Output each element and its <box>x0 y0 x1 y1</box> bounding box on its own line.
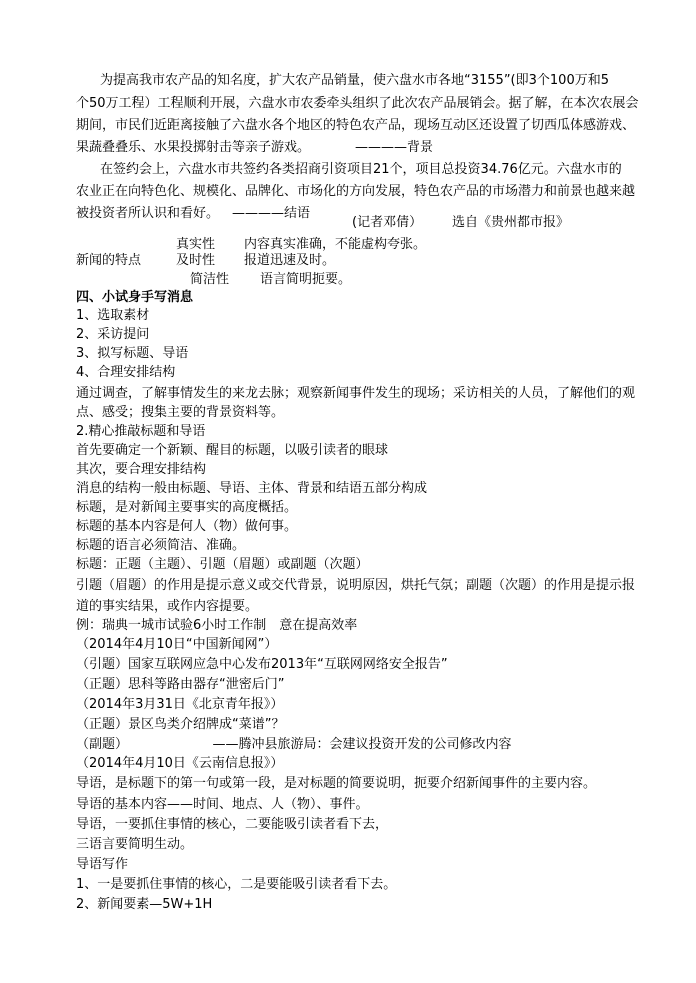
section-line: （2014年3月31日《北京青年报》） <box>76 697 284 712</box>
section-heading: 四、小试身手写消息 <box>76 290 194 305</box>
intro-p1-line-1: 为提高我市农产品的知名度，扩大农产品销量，使六盘水市各地“3155”(即3个100万和5 <box>100 73 609 88</box>
source-credit: 选自《贵州都市报》 <box>452 215 570 230</box>
section-line: （正题）思科等路由器存“泄密后门” <box>76 677 285 692</box>
intro-p1-line-4: 果蔬叠叠乐、水果投掷射击等亲子游戏。 <box>76 140 311 155</box>
section-line: 通过调查，了解事情发生的来龙去脉；观察新闻事件发生的现场；采访相关的人员，了解他们的观 <box>76 386 636 401</box>
section-line: 消息的结构一般由标题、导语、主体、背景和结语五部分构成 <box>76 481 428 496</box>
feature-name-2: 及时性 <box>176 253 216 268</box>
intro-p2-line-2: 农业正在向特色化、规模化、品牌化、市场化的方向发展，特色农产品的市场潜力和前景也越来越 <box>76 184 636 199</box>
section-line: 2、新闻要素—5W+1H <box>76 897 213 912</box>
intro-p2-line-1: 在签约会上，六盘水市共签约各类招商引资项目21个，项目总投资34.76亿元。六盘水市的 <box>100 162 622 177</box>
section-line: 3、拟写标题、导语 <box>76 346 189 361</box>
section-line: 引题（眉题）的作用是提示意义或交代背景，说明原因，烘托气氛；副题（次题）的作用是提示报 <box>76 578 636 593</box>
section-line: 1、选取素材 <box>76 308 150 323</box>
section-line: （2014年4月10日《云南信息报》） <box>76 756 284 771</box>
section-line: （正题）景区鸟类介绍牌成“菜谱”？ <box>76 717 285 732</box>
section-line: 导语写作 <box>76 857 129 872</box>
section-line: （2014年4月10日“中国新闻网”） <box>76 637 278 652</box>
section-line: 例：瑞典一城市试验6小时工作制 意在提高效率 <box>76 618 358 633</box>
feature-desc-2: 报道迅速及时。 <box>244 253 336 268</box>
section-line: 其次，要合理安排结构 <box>76 462 207 477</box>
features-label: 新闻的特点 <box>76 253 142 268</box>
feature-desc-1: 内容真实准确，不能虚构夸张。 <box>244 237 427 252</box>
section-line: 三语言要简明生动。 <box>76 837 194 852</box>
feature-name-1: 真实性 <box>176 237 216 252</box>
intro-p1-line-2: 个50万工程）工程顺利开展，六盘水市农委牵头组织了此次农产品展销会。据了解，在本次农展会 <box>76 96 639 111</box>
section-line: 2.精心推敲标题和导语 <box>76 424 206 439</box>
section-line: 导语的基本内容——时间、地点、人（物）、事件。 <box>76 797 369 812</box>
intro-p2-tag: ————结语 <box>232 206 311 221</box>
section-line: （引题）国家互联网应急中心发布2013年“互联网网络安全报告” <box>76 657 448 672</box>
section-line: 导语，是标题下的第一句或第一段，是对标题的简要说明，扼要介绍新闻事件的主要内容。 <box>76 776 597 791</box>
section-line: 标题，是对新闻主要事实的高度概括。 <box>76 500 298 515</box>
intro-p2-line-3: 被投资者所认识和看好。 <box>76 206 220 221</box>
intro-p1-line-3: 期间，市民们近距离接触了六盘水各个地区的特色农产品，现场互动区还设置了切西瓜体感游戏、 <box>76 118 636 133</box>
section-line: 4、合理安排结构 <box>76 365 176 380</box>
section-line: 首先要确定一个新颖、醒目的标题，以吸引读者的眼球 <box>76 443 389 458</box>
section-line: 标题：正题（主题）、引题（眉题）或副题（次题） <box>76 557 369 572</box>
section-line: 标题的语言必须简洁、准确。 <box>76 538 246 553</box>
section-line: （副题） ——腾冲县旅游局：会建议投资开发的公司修改内容 <box>76 737 512 752</box>
intro-p1-tag: ————背景 <box>355 140 434 155</box>
feature-name-3: 简洁性 <box>190 272 230 287</box>
reporter-credit: (记者邓倩） <box>352 215 423 230</box>
section-line: 标题的基本内容是何人（物）做何事。 <box>76 519 298 534</box>
section-line: 道的事实结果，或作内容提要。 <box>76 599 259 614</box>
section-line: 2、采访提问 <box>76 327 150 342</box>
section-line: 1、一是要抓住事情的核心，二是要能吸引读者看下去。 <box>76 877 397 892</box>
section-line: 点、感受；搜集主要的背景资料等。 <box>76 405 285 420</box>
section-line: 导语，一要抓住事情的核心，二要能吸引读者看下去， <box>76 817 389 832</box>
feature-desc-3: 语言简明扼要。 <box>260 272 352 287</box>
